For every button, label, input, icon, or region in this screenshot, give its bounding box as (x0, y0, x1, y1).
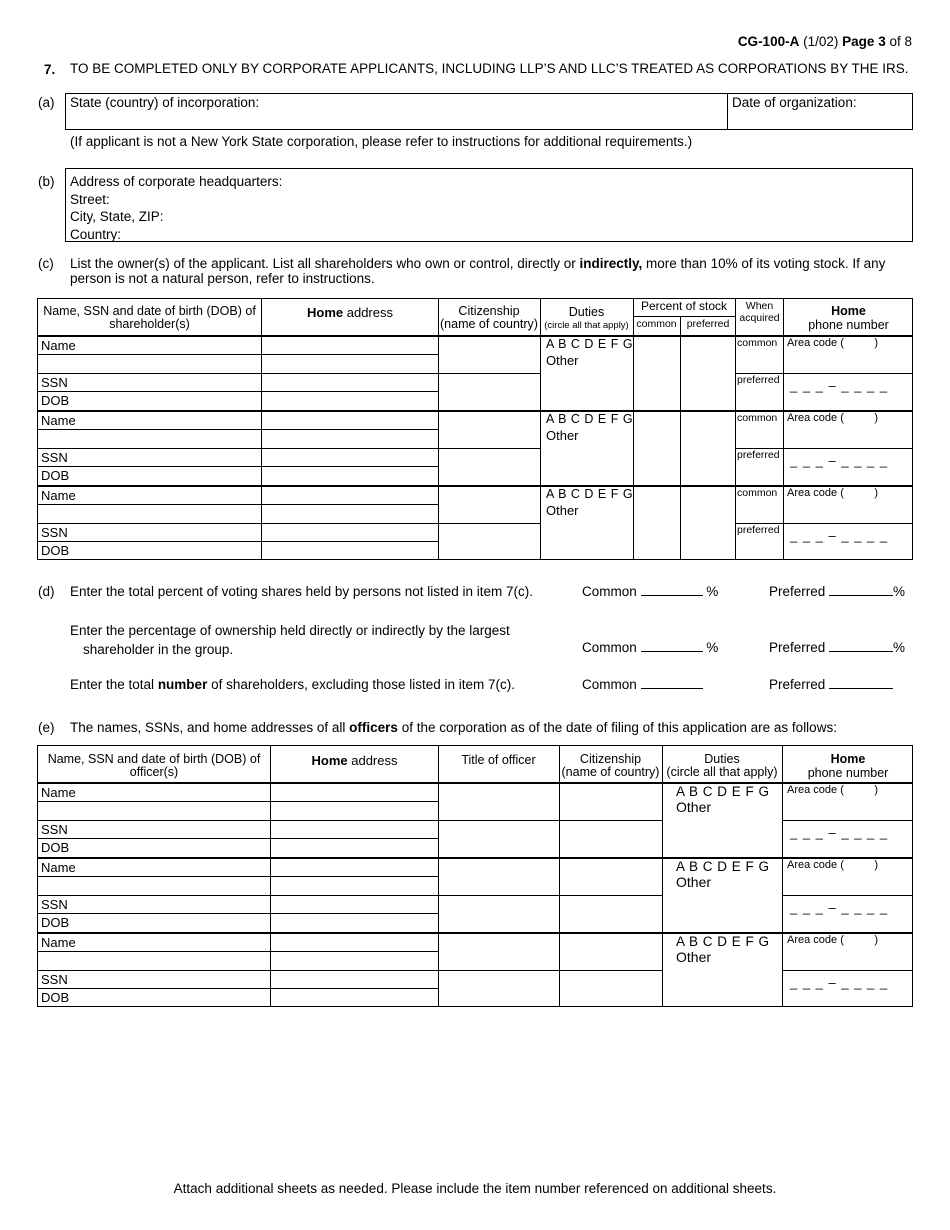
sh3-area-code[interactable]: Area code ( ) (787, 487, 879, 499)
d3-common-field[interactable]: Common (582, 677, 703, 692)
of3-duties-other[interactable]: Other (676, 949, 712, 965)
sh2-duties-other[interactable]: Other (546, 428, 579, 443)
of3-dob-field[interactable]: DOB (41, 990, 70, 1005)
d-line3-text: Enter the total number of shareholders, excluding those listed in item 7(c). (70, 677, 515, 692)
of-col-name: Name, SSN and date of birth (DOB) of officer(s) (47, 752, 261, 779)
page-total: of 8 (889, 34, 912, 49)
sh-col-name: Name, SSN and date of birth (DOB) of shareholder(s) (43, 304, 256, 331)
sh2-when-preferred[interactable]: preferred (737, 449, 780, 461)
d1-preferred-field[interactable]: Preferred % (769, 584, 906, 599)
section-title: TO BE COMPLETED ONLY BY CORPORATE APPLICANTS, INCLUDING LLP’S AND LLC’S TREATED AS CORPORATIONS BY THE IRS. (70, 61, 909, 76)
form-revision: (1/02) (803, 34, 839, 49)
sh2-ssn-field[interactable]: SSN (41, 450, 68, 465)
sh2-name-field[interactable]: Name (41, 413, 76, 428)
of1-duties-other[interactable]: Other (676, 799, 712, 815)
d2-preferred-field[interactable]: Preferred % (769, 640, 906, 655)
of1-phone-number[interactable]: _ _ _ – _ _ _ _ (790, 825, 889, 840)
sh1-name-field[interactable]: Name (41, 338, 76, 353)
of3-name-field[interactable]: Name (41, 935, 76, 950)
sh1-duties-other[interactable]: Other (546, 353, 579, 368)
of-col-duties: Duties (circle all that apply) (666, 752, 778, 779)
of2-ssn-field[interactable]: SSN (41, 897, 68, 912)
sh-col-citizenship: Citizenship (name of country) (440, 304, 538, 331)
hq-street-label: Street: (70, 191, 110, 207)
sh-col-preferred: preferred (686, 318, 730, 330)
sh1-duties-options[interactable]: A B C D E F G (546, 337, 634, 351)
sh-col-phone: Home phone number (808, 304, 889, 332)
sh2-area-code[interactable]: Area code ( ) (787, 412, 879, 424)
sh3-duties-options[interactable]: A B C D E F G (546, 487, 634, 501)
item-e-marker: (e) (38, 720, 55, 735)
d2-common-field[interactable]: Common % (582, 640, 719, 655)
state-of-incorporation-field[interactable]: State (country) of incorporation: (70, 95, 260, 110)
of3-ssn-field[interactable]: SSN (41, 972, 68, 987)
sh-col-percent: Percent of stock (640, 299, 728, 313)
hq-city-label: City, State, ZIP: (70, 209, 164, 224)
of2-duties-options[interactable]: A B C D E F G (676, 859, 770, 874)
sh2-dob-field[interactable]: DOB (41, 468, 70, 483)
of2-phone-number[interactable]: _ _ _ – _ _ _ _ (790, 900, 889, 915)
item-c-instructions: List the owner(s) of the applicant. List all shareholders who own or control, directly or indirectly, more than 10% of its voting stock. If any person is not a natural person, refer to instructions. (70, 256, 886, 286)
of2-duties-other[interactable]: Other (676, 874, 712, 890)
item-b-marker: (b) (38, 174, 55, 189)
of-col-home-address: Home address (311, 753, 398, 768)
sh-col-home-address: Home address (307, 305, 393, 320)
of3-duties-options[interactable]: A B C D E F G (676, 934, 770, 949)
footer-note: Attach additional sheets as needed. Please include the item number referenced on additional sheets. (173, 1181, 777, 1196)
of-col-phone: Home phone number (807, 752, 889, 780)
sh3-when-common[interactable]: common (737, 487, 778, 499)
of3-area-code[interactable]: Area code ( ) (787, 934, 879, 946)
hq-country-label: Country: (70, 226, 122, 242)
of3-phone-number[interactable]: _ _ _ – _ _ _ _ (790, 975, 889, 990)
sh1-area-code[interactable]: Area code ( ) (787, 337, 879, 349)
sh2-phone-number[interactable]: _ _ _ – _ _ _ _ (790, 453, 889, 468)
sh2-duties-options[interactable]: A B C D E F G (546, 412, 634, 426)
of2-area-code[interactable]: Area code ( ) (787, 859, 879, 871)
of1-ssn-field[interactable]: SSN (41, 822, 68, 837)
item-c-marker: (c) (38, 256, 54, 271)
sh3-ssn-field[interactable]: SSN (41, 525, 68, 540)
item-d-marker: (d) (38, 584, 55, 599)
of-col-title: Title of officer (461, 753, 536, 767)
section-number: 7. (44, 62, 56, 77)
of1-duties-options[interactable]: A B C D E F G (676, 784, 770, 799)
sh-col-common: common (636, 318, 677, 330)
sh1-when-preferred[interactable]: preferred (737, 374, 780, 386)
form-header (738, 34, 912, 49)
item-a-marker: (a) (38, 95, 55, 110)
sh1-ssn-field[interactable]: SSN (41, 375, 68, 390)
sh-col-duties: Duties (circle all that apply) (544, 305, 629, 331)
sh3-name-field[interactable]: Name (41, 488, 76, 503)
of2-name-field[interactable]: Name (41, 860, 76, 875)
item-e-instructions: The names, SSNs, and home addresses of all officers of the corporation as of the date of filing of this application are as follows: (70, 720, 837, 735)
sh3-when-preferred[interactable]: preferred (737, 524, 780, 536)
sh2-when-common[interactable]: common (737, 412, 778, 424)
sh1-when-common[interactable]: common (737, 337, 778, 349)
page-label: Page (842, 34, 875, 49)
headquarters-address-lines (70, 173, 282, 243)
date-of-organization-field[interactable]: Date of organization: (732, 95, 857, 110)
form-id: CG-100-A (737, 34, 800, 49)
sh3-phone-number[interactable]: _ _ _ – _ _ _ _ (790, 528, 889, 543)
hq-address-heading: Address of corporate headquarters: (70, 174, 283, 189)
sh-col-when-acquired: When acquired (739, 300, 780, 324)
sh3-dob-field[interactable]: DOB (41, 543, 70, 558)
of1-area-code[interactable]: Area code ( ) (787, 784, 879, 796)
d-line1-text: Enter the total percent of voting shares held by persons not listed in item 7(c). (70, 584, 533, 599)
sh1-dob-field[interactable]: DOB (41, 393, 70, 408)
of2-dob-field[interactable]: DOB (41, 915, 70, 930)
d3-preferred-field[interactable]: Preferred (769, 677, 893, 692)
of1-dob-field[interactable]: DOB (41, 840, 70, 855)
page-number: 3 (878, 34, 886, 49)
sh1-phone-number[interactable]: _ _ _ – _ _ _ _ (790, 378, 889, 393)
incorporation-note: (If applicant is not a New York State corporation, please refer to instructions for additional requirements.) (70, 134, 693, 149)
of-col-citizenship: Citizenship (name of country) (561, 752, 660, 779)
d1-common-field[interactable]: Common % (582, 584, 719, 599)
sh3-duties-other[interactable]: Other (546, 503, 579, 518)
d-line2-text: Enter the percentage of ownership held directly or indirectly by the largest shareholder in the group. (70, 623, 510, 657)
of1-name-field[interactable]: Name (41, 785, 76, 800)
